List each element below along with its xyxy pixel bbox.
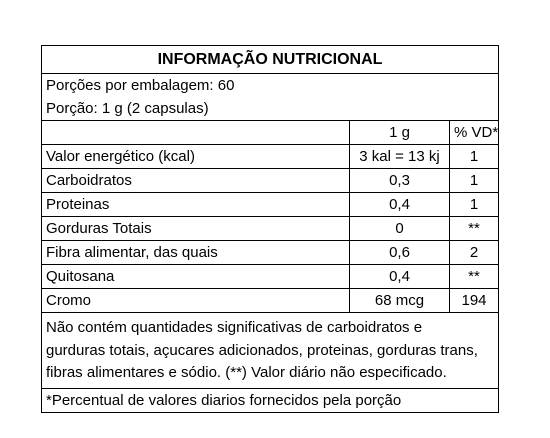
nutrient-vd: 1	[450, 145, 499, 169]
nutrient-value: 0,6	[350, 241, 450, 265]
nutrient-name: Carboidratos	[42, 169, 350, 193]
nutrient-vd: 2	[450, 241, 499, 265]
table-row	[42, 241, 498, 265]
serving-size: Porção: 1 g (2 capsulas)	[46, 100, 209, 117]
table-row	[42, 169, 498, 193]
nutrient-value: 68 mcg	[350, 289, 450, 313]
header-vd-cell: % VD*	[454, 123, 498, 141]
table-row	[42, 265, 498, 289]
nutrient-vd: 1	[450, 169, 499, 193]
nutrient-value: 3 kal = 13 kj	[350, 145, 450, 169]
note-line: Não contém quantidades significativas de carboidratos e	[46, 319, 423, 336]
nutrient-value: 0,4	[350, 193, 450, 217]
header-name-cell	[42, 121, 350, 145]
nutrition-table	[42, 120, 498, 312]
nutrient-name: Valor energético (kcal)	[42, 145, 350, 169]
nutrient-vd: 1	[450, 193, 499, 217]
daily-value-footnote: *Percentual de valores diarios fornecidos pela porção	[42, 388, 498, 412]
table-row	[42, 289, 498, 313]
nutrient-value: 0	[350, 217, 450, 241]
nutrient-vd: **	[450, 217, 499, 241]
nutrient-name: Gorduras Totais	[42, 217, 350, 241]
nutrient-name: Fibra alimentar, das quais	[42, 241, 350, 265]
table-header-row	[42, 121, 498, 145]
nutrient-name: Cromo	[42, 289, 350, 313]
nutrition-facts-label	[41, 45, 499, 413]
table-row	[42, 145, 498, 169]
nutrient-value: 0,4	[350, 265, 450, 289]
table-row	[42, 193, 498, 217]
servings-per-package: Porções por embalagem: 60	[46, 77, 235, 94]
label-title: INFORMAÇÃO NUTRICIONAL	[42, 46, 498, 74]
table-row	[42, 217, 498, 241]
disclaimer-note	[42, 312, 498, 388]
nutrient-name: Proteinas	[42, 193, 350, 217]
nutrient-vd: **	[450, 265, 499, 289]
nutrient-value: 0,3	[350, 169, 450, 193]
note-line: fibras alimentares e sódio. (**) Valor diário não especificado.	[46, 364, 447, 381]
nutrient-vd: 194	[450, 289, 499, 313]
note-line: gurduras totais, açucares adicionados, proteinas, gorduras trans,	[46, 341, 478, 359]
nutrient-name: Quitosana	[42, 265, 350, 289]
header-portion-cell: 1 g	[350, 121, 450, 145]
